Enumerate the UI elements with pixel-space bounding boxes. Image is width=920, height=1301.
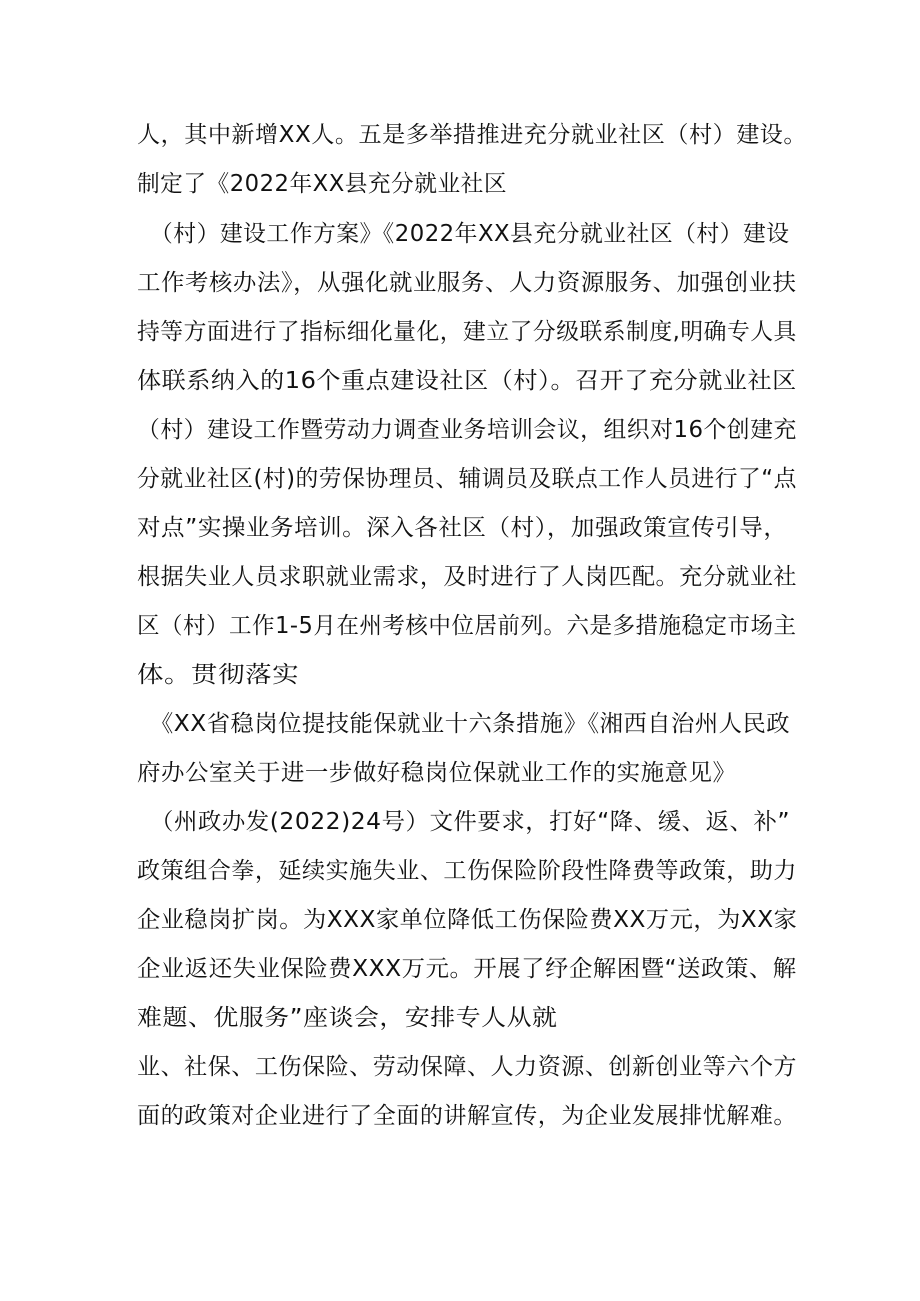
text-line-9: 对点”实操业务培训。深入各社区（村），加强政策宣传引导，: [137, 515, 788, 541]
text-line-1: 人，其中新增XX人。五是多举措推进充分就业社区（村）建设。: [137, 122, 808, 148]
text-line-12: 体。贯彻落实: [137, 662, 300, 688]
text-line-11: 区（村）工作1-5月在州考核中位居前列。六是多措施稳定市场主: [137, 613, 797, 639]
text-line-4: 工作考核办法》，从强化就业服务、人力资源服务、加强创业扶: [137, 270, 797, 296]
text-line-17: 企业稳岗扩岗。为XXX家单位降低工伤保险费XX万元，为XX家: [137, 907, 798, 933]
text-line-5: 持等方面进行了指标细化量化，建立了分级联系制度,明确专人具: [137, 319, 797, 345]
text-line-6: 体联系纳入的16个重点建设社区（村）。召开了充分就业社区: [137, 368, 797, 394]
text-line-19: 难题、优服务”座谈会，安排专人从就: [137, 1005, 558, 1031]
text-line-13: 《XX省稳岗位提技能保就业十六条措施》《湘西自治州人民政: [150, 711, 791, 737]
text-line-15: （州政办发(2022)24号）文件要求，打好“降、缓、返、补”: [150, 809, 791, 835]
text-line-2: 制定了《2022年XX县充分就业社区: [137, 171, 508, 197]
text-line-10: 根据失业人员求职就业需求，及时进行了人岗匹配。充分就业社: [137, 564, 797, 590]
text-line-7: （村）建设工作暨劳动力调查业务培训会议，组织对16个创建充: [137, 417, 797, 443]
text-line-21: 面的政策对企业进行了全面的讲解宣传，为企业发展排忧解难。: [137, 1103, 797, 1129]
text-line-16: 政策组合拳，延续实施失业、工伤保险阶段性降费等政策，助力: [137, 858, 797, 884]
text-line-14: 府办公室关于进一步做好稳岗位保就业工作的实施意见》: [137, 760, 737, 786]
text-line-8: 分就业社区(村)的劳保协理员、辅调员及联点工作人员进行了“点: [137, 466, 797, 492]
text-line-3: （村）建设工作方案》《2022年XX县充分就业社区（村）建设: [150, 221, 790, 247]
text-line-18: 企业返还失业保险费XXX万元。开展了纾企解困暨“送政策、解: [137, 956, 797, 982]
text-line-20: 业、社保、工伤保险、劳动保障、人力资源、创新创业等六个方: [137, 1054, 797, 1080]
